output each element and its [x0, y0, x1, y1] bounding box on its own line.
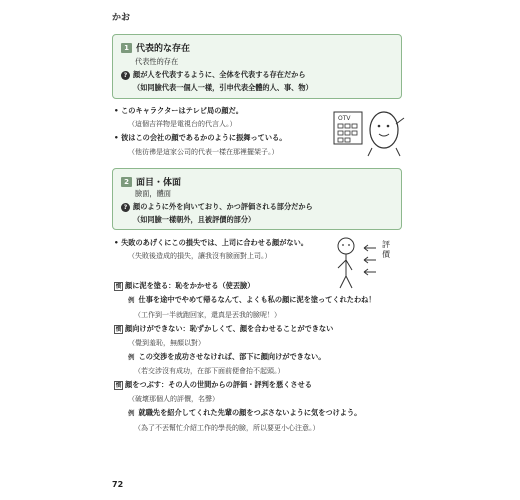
section-reading: 代表性的存在 [135, 57, 179, 66]
idiom-example: この交渉を成功させなければ、部下に顔向けができない。 [138, 352, 326, 361]
section-box-1 [112, 34, 402, 99]
section-definition: 顔が人を代表するように、全体を代表する存在だから [133, 70, 306, 79]
idiom-head: 顔をつぶす：その人の世間からの評価・評判を悪くさせる [125, 380, 312, 389]
idiom-translation: （工作到一半就跑回家，還真是丟我的臉呢！） [134, 311, 281, 319]
section-definition-row [121, 70, 306, 80]
idiom-head: 顔向けができない：恥ずかしくて、顔を合わせることができない [125, 324, 334, 333]
example-zh: （這個吉祥物是電視台的代言人。） [128, 120, 237, 128]
example-jp: • 彼はこの会社の顔であるかのように振舞っている。 [114, 133, 287, 142]
idiom-row [114, 281, 254, 291]
section-number-badge: 2 [121, 177, 132, 187]
idiom-example-row [128, 408, 361, 418]
idiom-row [114, 380, 312, 390]
idiom-translation: （破壞那個人的評價，名聲） [128, 395, 219, 403]
idiom-translation: （若交涉沒有成功，在部下面前便會抬不起頭。） [134, 367, 285, 375]
section-translation: （如同臉代表一個人一樣，引申代表全體的人、事、物） [133, 83, 313, 92]
section-heading [121, 41, 190, 54]
idiom-mark-icon: 慣 [114, 381, 123, 390]
section-box-2 [112, 168, 402, 230]
idiom-example-row [128, 352, 325, 362]
idiom-translation: （覺到羞恥，無顏以對） [128, 339, 205, 347]
idiom-mark-icon: 慣 [114, 325, 123, 334]
question-icon: ? [121, 71, 130, 80]
example-mark-icon: 例 [128, 409, 135, 417]
idiom-mark-icon: 慣 [114, 282, 123, 291]
example-jp: • このキャラクターはテレビ局の顔だ。 [114, 106, 243, 115]
section-title: 代表的な存在 [136, 44, 191, 54]
mascot-illustration [332, 104, 408, 162]
section-number-badge: 1 [121, 43, 132, 53]
example-mark-icon: 例 [128, 353, 135, 361]
idiom-row [114, 324, 333, 334]
section-definition: 顔のように外を向いており、かつ評価される部分だから [133, 202, 313, 211]
example-mark-icon: 例 [128, 296, 135, 304]
example-jp: • 失敗のあげくにこの損失では、上司に合わせる顔がない。 [114, 238, 308, 247]
idiom-example: 就職先を紹介してくれた先輩の顔をつぶさないように気をつけよう。 [138, 408, 362, 417]
page-number: 72 [112, 480, 124, 489]
page-header: かお [112, 13, 131, 23]
section-heading [121, 175, 181, 188]
idiom-example: 仕事を途中でやめて帰るなんて、よくも私の顔に泥を塗ってくれたわね！ [138, 295, 376, 304]
idiom-translation: （為了不丟幫忙介紹工作的學長的臉，所以要更小心注意。） [134, 424, 320, 432]
example-zh: （他彷彿是這家公司的代表一樣在那裡擺架子。） [128, 148, 279, 156]
example-zh: （失敗後造成的損失，讓我沒有臉面對上司。） [128, 252, 272, 260]
section-translation: （如同臉一樣朝外，且被評價的部分） [133, 215, 256, 224]
question-icon: ? [121, 203, 130, 212]
section-definition-row [121, 202, 313, 212]
idiom-example-row [128, 295, 376, 305]
pc-label: OTV [338, 115, 351, 122]
evaluation-label: 評價 [382, 240, 390, 259]
section-reading: 臉面，體面 [135, 189, 171, 198]
idiom-head: 顔に泥を塗る：恥をかかせる（使丟臉） [125, 281, 255, 290]
section-title: 面目・体面 [136, 178, 182, 188]
stick-figure-illustration [330, 232, 410, 292]
